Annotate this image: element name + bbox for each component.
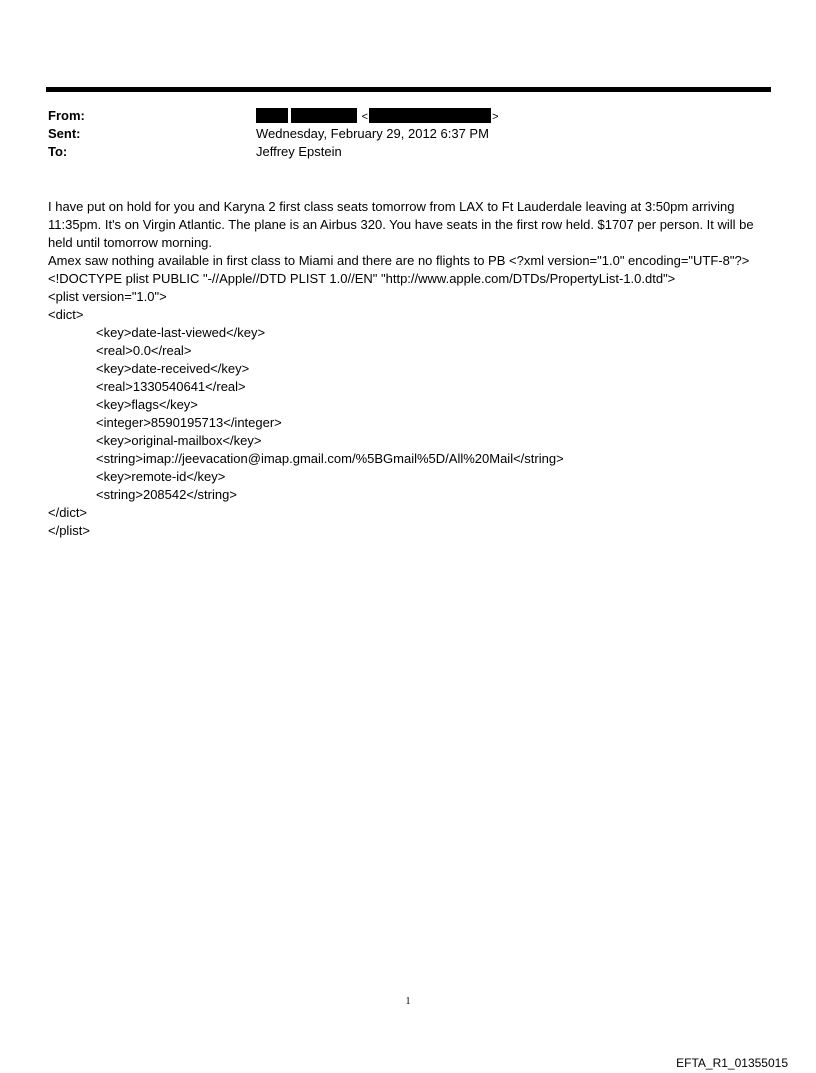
dict-line: <string>208542</string> [96,487,237,502]
sent-row [48,125,768,143]
dict-line: <key>date-last-viewed</key> [96,325,266,340]
redaction-block [256,108,288,123]
sent-value: Wednesday, February 29, 2012 6:37 PM [256,126,489,141]
redaction-block [291,108,357,123]
body-paragraph: Amex saw nothing available in first class to Miami and there are no flights to PB <?xml version="1.0" encoding="UTF-8"?> <!DOCTYPE plist PUBLIC "-//Apple//DTD PLIST 1.0//EN" "http://www.apple.com/DTDs/PropertyList-1.0.dtd"> [48,253,750,286]
dict-line: <key>date-received</key> [96,361,250,376]
email-header [48,107,768,161]
dict-line: <key>flags</key> [96,397,198,412]
dict-open-line: <dict> [48,307,84,322]
body-paragraph: I have put on hold for you and Karyna 2 first class seats tomorrow from LAX to Ft Lauderdale leaving at 3:50pm arriving 11:35pm. It's on Virgin Atlantic. The plane is an Airbus 320. You have seats in the first row held. $1707 per person. It will be held until tomorrow morning. [48,199,754,250]
plist-close-line: </plist> [48,523,90,538]
from-label: From: [48,108,85,123]
from-open-bracket: < [361,111,369,123]
dict-line: <string>imap://jeevacation@imap.gmail.com/%5BGmail%5D/All%20Mail</string> [96,451,564,466]
to-row [48,143,768,161]
dict-line: <key>original-mailbox</key> [96,433,262,448]
dict-line: <real>1330540641</real> [96,379,246,394]
dict-line: <integer>8590195713</integer> [96,415,282,430]
to-label: To: [48,144,68,159]
sent-label: Sent: [48,126,81,141]
plist-open-line: <plist version="1.0"> [48,289,167,304]
dict-close-line: </dict> [48,505,88,520]
bates-number: EFTA_R1_01355015 [676,1056,788,1070]
from-row [48,107,768,125]
from-value [256,107,500,126]
dict-line: <key>remote-id</key> [96,469,226,484]
page-number: 1 [405,996,411,1007]
dict-line: <real>0.0</real> [96,343,192,358]
from-close-bracket: > [492,111,499,123]
email-body [48,198,778,540]
header-divider [46,87,771,92]
redaction-block [369,108,491,123]
to-value: Jeffrey Epstein [256,144,342,159]
